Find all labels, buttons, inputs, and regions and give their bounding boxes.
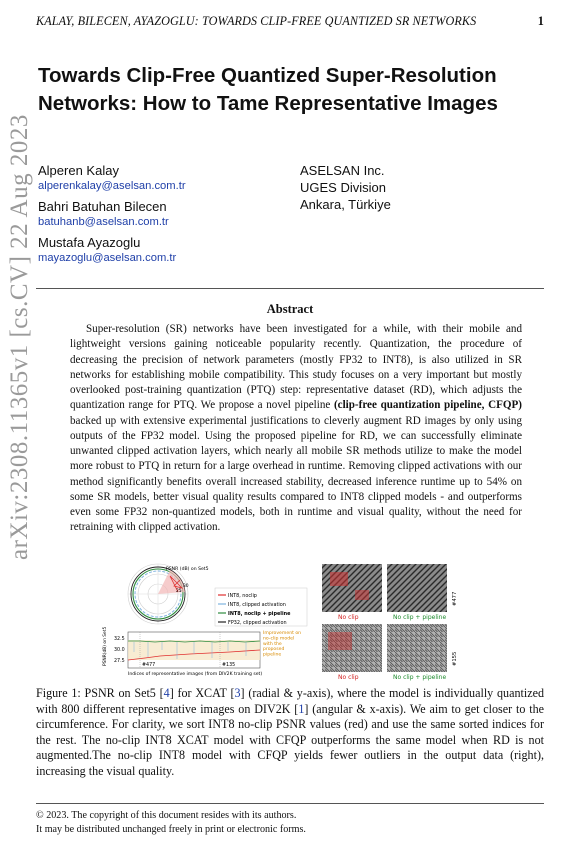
pipeline-label: No clip + pipeline — [393, 674, 447, 681]
plot-ytick: 32.5 — [114, 637, 125, 642]
author-email-link[interactable]: batuhanb@aselsan.com.tr — [38, 216, 169, 228]
footer-line: © 2023. The copyright of this document resides with its authors. — [36, 810, 297, 821]
author — [38, 162, 278, 194]
author-name: Alperen Kalay — [38, 163, 119, 178]
paper-title: Towards Clip-Free Quantized Super-Resolution Networks: How to Tame Representative Images — [38, 64, 498, 115]
polar-tick: 25 — [176, 589, 182, 594]
plot-mark: #135 — [222, 663, 236, 668]
polar-chart — [128, 564, 209, 624]
footer-divider — [36, 803, 544, 804]
author-name: Bahri Batuhan Bilecen — [38, 199, 167, 214]
author-email-link[interactable]: mayazoglu@aselsan.com.tr — [38, 252, 177, 264]
citation-link[interactable]: 1 — [298, 701, 305, 716]
polar-tick: 30 — [183, 584, 189, 589]
legend-label: INT8, noclip + pipeline — [228, 611, 291, 617]
affiliation-line: ASELSAN Inc. — [300, 163, 385, 178]
image-tag: #155 — [452, 651, 458, 666]
legend-label: INT8, noclip — [228, 593, 257, 599]
citation-link[interactable]: 3 — [234, 686, 241, 700]
polar-axis-label: PSNR (dB) on Set5 — [166, 567, 209, 572]
running-title: KALAY, BILECEN, AYAZOGLU: TOWARDS CLIP-FREE QUANTIZED SR NETWORKS — [36, 14, 477, 28]
noclip-label: No clip — [338, 674, 359, 681]
noclip-image-477 — [322, 564, 382, 612]
abstract-body — [70, 322, 522, 536]
plot-ytick: 27.5 — [114, 659, 125, 664]
figure-1 — [100, 562, 480, 682]
author — [38, 198, 278, 230]
improvement-annotation: Improvement on no-clip model with the proposed pipeline — [263, 631, 302, 658]
example-images — [322, 564, 458, 681]
author-name: Mustafa Ayazoglu — [38, 235, 141, 250]
citation-link[interactable]: 4 — [163, 686, 170, 700]
author-email-link[interactable]: alperenkalay@aselsan.com.tr — [38, 180, 186, 192]
legend — [215, 588, 307, 626]
legend-label: FP32, clipped activation — [228, 620, 287, 626]
pipeline-label: No clip + pipeline — [393, 614, 447, 621]
page-number: 1 — [537, 14, 544, 28]
caption-text: Figure 1: PSNR on Set5 [ — [36, 686, 164, 700]
author — [38, 234, 278, 266]
pipeline-image-155 — [387, 624, 447, 672]
caption-text: ] (radial & y-axis), where the model is individually quantized with 800 different representative images on DIV2K [ — [36, 686, 544, 716]
plot-mark: #477 — [142, 663, 156, 668]
abstract-text: backed up with extensive experimental justifications to cleverly augment RD images by only using outputs of the FP32 model. Using the proposed pipeline for RD, we can successfully eliminate unwanted clipped activation layers, which nearly all mobile SR methods utilize to make the model more robust to PTQ in return for a large overhead in runtime. Removing clipped activations with our method significantly benefits overall increased stability, decreased inference runtime up to 54% on some SR models, better visual quality results compared to INT8 clipped models - and outperforms even some FP32 non-quantized models, both in runtime and visual quality, without the need for retraining with clipped activation. — [70, 414, 522, 534]
affiliation-line: UGES Division — [300, 180, 386, 195]
abstract-heading: Abstract — [266, 302, 314, 316]
caption-text: ] for XCAT [ — [169, 686, 235, 700]
noclip-label: No clip — [338, 614, 359, 621]
caption-text: ] (angular & x-axis). We aim to get closer to the circumference. For clarity, we sort INT8 no-clip PSNR values (red) and use the same sorted indices for the rest. The no-clip INT8 XCAT model with CFQP outperforms the same model when RD is not augmented.The no-clip INT8 model with CFQP yields fewer outliers in the output data (right), increasing the visual quality. — [36, 701, 544, 778]
header-divider — [36, 288, 544, 289]
running-head — [36, 14, 544, 29]
image-tag: #477 — [452, 591, 458, 606]
arxiv-stamp: arXiv:2308.11365v1 [cs.CV] 22 Aug 2023 — [6, 114, 33, 560]
plot-ytick: 30.0 — [114, 648, 125, 653]
abstract-text: Super-resolution (SR) networks have been investigated for a while, with their mobile and lightweight versions gaining noticeable popularity recently. Quantization, the procedure of decreasing the precision of network parameters (mostly FP32 to INT8), is also utilized in SR networks for establishing mobile compatibility. This study focuses on a very important but mostly overlooked post-training quantization (PTQ) step: representative dataset (RD), which adjusts the quantization range for PTQ. We propose a novel pipeline — [70, 323, 522, 412]
psnr-plot — [102, 627, 301, 677]
figure-caption — [36, 686, 544, 780]
plot-xlabel: Indices of representative images (from DIV2K training set) — [128, 672, 263, 677]
affiliation — [300, 162, 520, 213]
footer-line: It may be distributed unchanged freely in print or electronic forms. — [36, 823, 306, 835]
plot-ylabel: PSNR(dB) on Set5 — [103, 626, 108, 666]
legend-label: INT8, clipped activation — [228, 602, 286, 608]
copyright-footer — [36, 809, 544, 836]
author-list — [38, 162, 278, 270]
affiliation-line: Ankara, Türkiye — [300, 197, 391, 212]
pipeline-image-477 — [387, 564, 447, 612]
abstract-emphasis: (clip-free quantization pipeline, CFQP) — [333, 399, 522, 412]
